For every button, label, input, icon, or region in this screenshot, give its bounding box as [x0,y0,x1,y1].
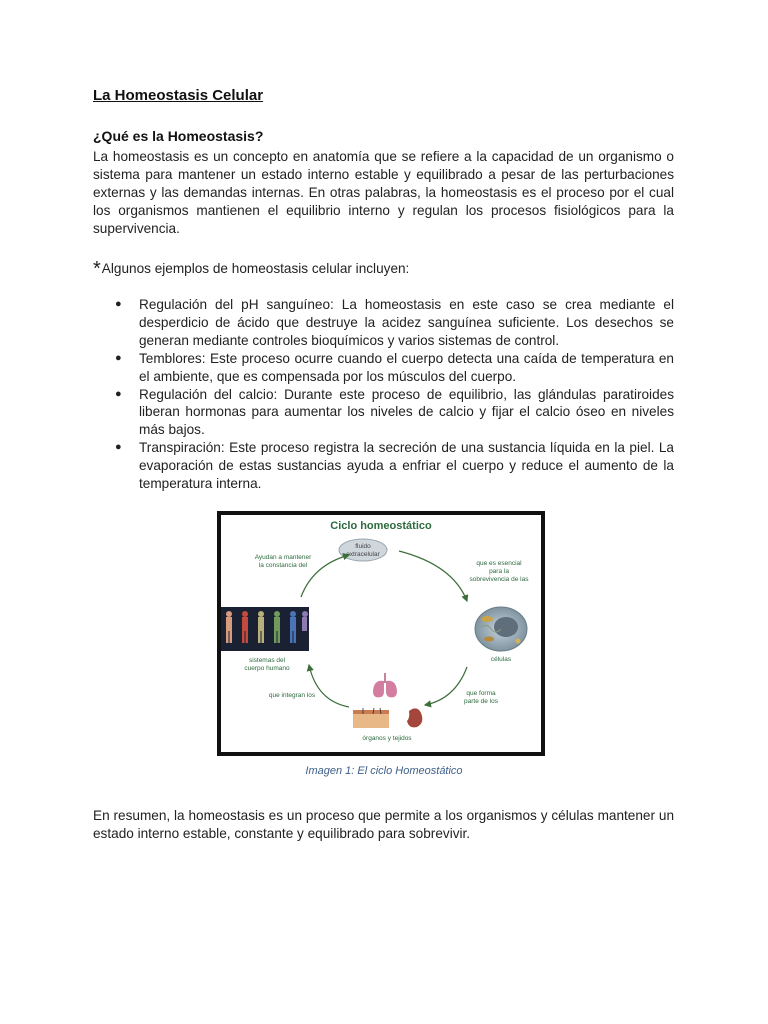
list-item [93,386,674,440]
homeostatic-cycle-figure [217,511,545,756]
essential-label-2: para la [489,568,509,575]
lungs-icon [373,673,397,697]
maintain-label-1: Ayudan a mantener [254,554,312,561]
essential-label-1: que es esencial [476,560,522,567]
bullet-icon: ● [115,351,122,364]
cycle-diagram [221,515,541,752]
list-item [93,350,674,386]
systems-label-2: cuerpo humano [244,665,290,672]
list-item [93,439,674,493]
section-heading: ¿Qué es la Homeostasis? [93,128,264,144]
fluid-label-2: extracelular [346,551,380,558]
forms-part-label-1: que forma [466,690,496,697]
document-title: La Homeostasis Celular [93,87,264,104]
list-item [93,296,674,350]
figure-caption: Imagen 1: El ciclo Homeostático [305,765,463,777]
kidney-icon [407,708,422,727]
list-item-text: Transpiración: Este proceso registra la secreción de una sustancia líquida en la piel. La evaporación de estas sustancias ayuda a enfriar el cuerpo y reduce el aumento de la temperatura interna. [139,440,674,492]
summary-paragraph: En resumen, la homeostasis es un proceso que permite a los organismos y células mantener un estado interno estable, constante y equilibrado para sobrevivir. [93,808,674,841]
bullet-icon: ● [115,298,122,310]
definition-paragraph: La homeostasis es un concepto en anatomía que se refiere a la capacidad de un organismo o sistema para mantener un estado interno estable y equilibrado a pesar de las perturbaciones externas y las demandas internas. En otras palabras, la homeostasis es el proceso por el cual los organismos mantienen el equilibrio interno y regulan los procesos fisiológicos para la supervivencia. [93,149,674,236]
systems-label-1: sistemas del [248,657,286,664]
examples-list [93,296,674,493]
asterisk: * [93,258,101,280]
arrow-top-right [399,551,467,601]
organs-label: órganos y tejidos [362,735,412,742]
figure-heading: Ciclo homeostático [330,520,432,532]
fluid-label-1: fluido [355,543,371,550]
arrow-bottom-right [425,667,467,705]
body-systems-illustration [221,607,309,651]
list-item-text: Regulación del pH sanguíneo: La homeostasis en este caso se crea mediante el desperdicio de ácido que destruye la acidez sanguínea suficiente. Los desechos se generan mediante controles bioquímicos y varios sistemas de control. [139,297,674,348]
arrow-bottom-left [309,665,349,707]
bullet-icon: ● [115,441,122,454]
forms-part-label-2: parte de los [464,698,498,705]
examples-intro [93,256,409,279]
list-item-text: Temblores: Este proceso ocurre cuando el cuerpo detecta una caída de temperatura en el ambiente, que es compensada por los músculos del cuerpo. [139,350,674,384]
examples-intro-text: Algunos ejemplos de homeostasis celular incluyen: [101,261,410,276]
integrate-label: que integran los [268,692,316,699]
cells-label: células [490,656,512,663]
essential-label-3: sobrevivencia de las [469,576,529,583]
list-item-text: Regulación del calcio: Durante este proceso de equilibrio, las glándulas paratiroides liberan hormonas para aumentar los niveles de calcio y fijar el calcio óseo en niveles más bajos. [139,386,674,438]
maintain-label-2: la constancia del [258,562,308,569]
bullet-icon: ● [115,387,122,400]
arrow-top-left [301,555,349,597]
cell-illustration [475,607,527,651]
skin-tissue-icon [353,708,389,728]
